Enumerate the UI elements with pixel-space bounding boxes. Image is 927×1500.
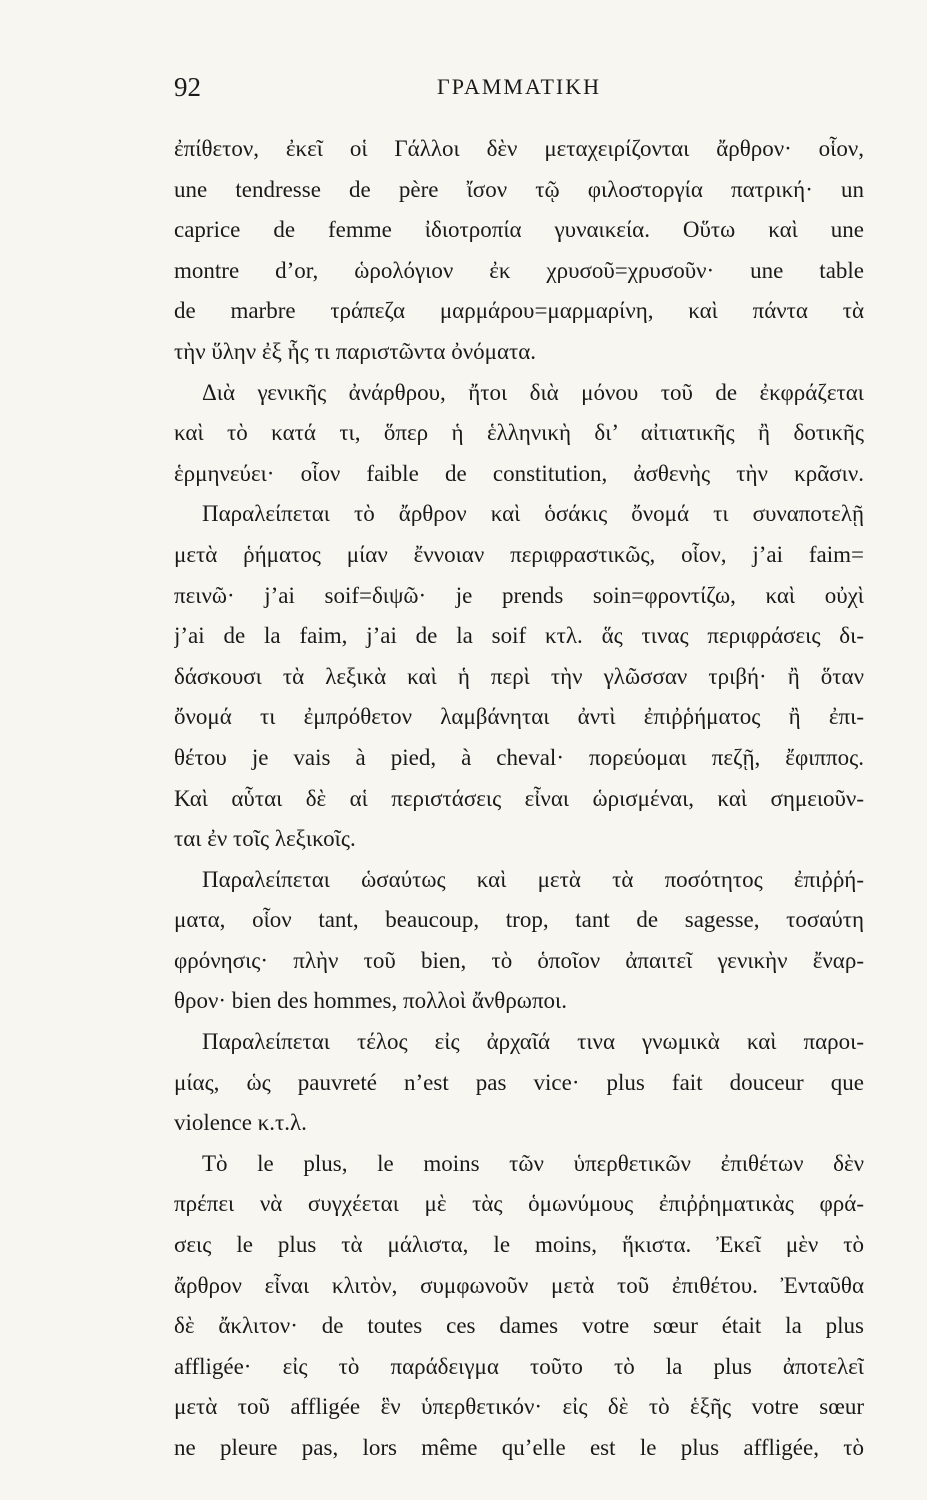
text-line: μετὰ τοῦ affligée ἓν ὑπερθετικόν· εἰς δὲ τὸ ἑξῆς votre sœur [174, 1394, 864, 1420]
text-line: σεις le plus τὰ μάλιστα, le moins, ἥκιστα. Ἐκεῖ μὲν τὸ [174, 1232, 864, 1258]
text-line: ματα, οἷον tant, beaucoup, trop, tant de sagesse, τοσαύτη [174, 907, 864, 933]
text-line: ἑρμηνεύει· οἷον faible de constitution, ἀσθενὴς τὴν κρᾶσιν. [174, 460, 864, 486]
text-line: violence κ.τ.λ. [174, 1110, 307, 1136]
text-line: Τὸ le plus, le moins τῶν ὑπερθετικῶν ἐπιθέτων δὲν [202, 1150, 864, 1176]
text-line: ne pleure pas, lors même qu’elle est le plus affligée, τὸ [174, 1435, 864, 1460]
text-line: ὄνομά τι ἐμπρόθετον λαμβάνηται ἀντὶ ἐπιῤῥήματος ἢ ἐπι- [174, 704, 864, 730]
text-line: caprice de femme ἰδιοτροπία γυναικεία. Οὕτω καὶ une [174, 217, 864, 243]
text-line: Παραλείπεται ὡσαύτως καὶ μετὰ τὰ ποσότητος ἐπιῤῥή- [202, 866, 864, 892]
text-line: Διὰ γενικῆς ἀνάρθρου, ἤτοι διὰ μόνου τοῦ de ἐκφράζεται [202, 379, 864, 405]
page-body [174, 129, 864, 1469]
text-line: ται ἐν τοῖς λεξικοῖς. [174, 826, 356, 852]
text-line: φρόνησις· πλὴν τοῦ bien, τὸ ὁποῖον ἀπαιτεῖ γενικὴν ἔναρ- [174, 947, 864, 973]
text-line: καὶ τὸ κατά τι, ὅπερ ἡ ἑλληνικὴ δι’ αἰτιατικῆς ἢ δοτικῆς [174, 420, 864, 446]
page-header [174, 72, 864, 106]
text-line: μίας, ὡς pauvreté n’est pas vice· plus fait douceur que [174, 1069, 864, 1095]
text-line: Παραλείπεται τὸ ἄρθρον καὶ ὁσάκις ὄνομά τι συναποτελῇ [202, 501, 864, 527]
text-line: πεινῶ· j’ai soif=διψῶ· je prends soin=φροντίζω, καὶ οὐχὶ [174, 582, 864, 608]
text-line: θρον· bien des hommes, πολλοὶ ἄνθρωποι. [174, 988, 567, 1014]
text-line: τὴν ὕλην ἐξ ἧς τι παριστῶντα ὀνόματα. [174, 338, 537, 364]
page-number: 92 [174, 72, 201, 102]
text-line: Παραλείπεται τέλος εἰς ἀρχαῖά τινα γνωμικὰ καὶ παροι- [202, 1029, 864, 1055]
text-line: de marbre τράπεζα μαρμάρου=μαρμαρίνη, καὶ πάντα τὰ [174, 298, 864, 324]
text-line: ἐπίθετον, ἐκεῖ οἱ Γάλλοι δὲν μεταχειρίζονται ἄρθρον· οἷον, [174, 136, 864, 161]
running-title: ΓΡΑΜΜΑΤΙΚΗ [437, 74, 601, 99]
text-line: δάσκουσι τὰ λεξικὰ καὶ ἡ περὶ τὴν γλῶσσαν τριβή· ἢ ὅταν [174, 663, 864, 689]
text-line: πρέπει νὰ συγχέεται μὲ τὰς ὁμωνύμους ἐπιῤῥηματικὰς φρά- [174, 1191, 864, 1217]
text-line: θέτου je vais à pied, à cheval· πορεύομαι πεζῇ, ἔφιππος. [174, 744, 864, 770]
text-line: δὲ ἄκλιτον· de toutes ces dames votre sœur était la plus [174, 1313, 864, 1339]
text-line: montre d’or, ὡρολόγιον ἐκ χρυσοῦ=χρυσοῦν· une table [174, 257, 864, 283]
text-line: ἄρθρον εἶναι κλιτὸν, συμφωνοῦν μετὰ τοῦ ἐπιθέτου. Ἐνταῦθα [174, 1272, 864, 1298]
text-line: j’ai de la faim, j’ai de la soif κτλ. ἅς τινας περιφράσεις δι- [174, 623, 864, 649]
text-line: affligée· εἰς τὸ παράδειγμα τοῦτο τὸ la plus ἀποτελεῖ [174, 1353, 864, 1379]
text-line: Καὶ αὗται δὲ αἱ περιστάσεις εἶναι ὡρισμέναι, καὶ σημειοῦν- [174, 785, 864, 811]
text-line: une tendresse de père ἴσον τῷ φιλοστοργία πατρική· un [174, 176, 864, 202]
text-line: μετὰ ῥήματος μίαν ἔννοιαν περιφραστικῶς, οἷον, j’ai faim= [174, 541, 864, 567]
